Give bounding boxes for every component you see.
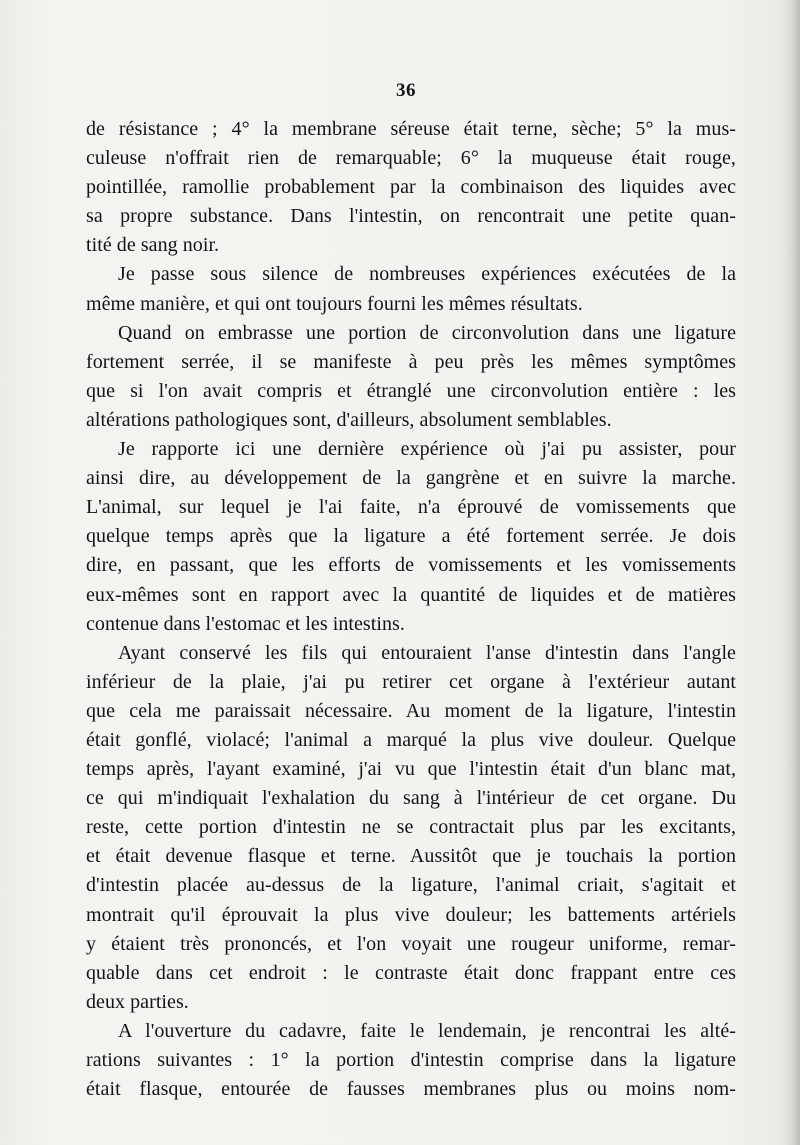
text-line: altérations pathologiques sont, d'ailleurs, absolument semblables. <box>86 408 612 431</box>
text-line: Je rapporte ici une dernière expérience où j'ai pu assister, pour <box>118 438 736 461</box>
text-line: Ayant conservé les fils qui entouraient l'anse d'intestin dans l'angle <box>118 641 736 664</box>
text-line: était gonflé, violacé; l'animal a marqué la plus vive douleur. Quelque <box>86 728 736 751</box>
text-line: sa propre substance. Dans l'intestin, on rencontrait une petite quan- <box>86 205 736 228</box>
text-line: montrait qu'il éprouvait la plus vive douleur; les battements artériels <box>86 903 736 926</box>
text-line: reste, cette portion d'intestin ne se contractait plus par les excitants, <box>86 816 736 839</box>
text-line: et était devenue flasque et terne. Aussitôt que je touchais la portion <box>86 845 736 868</box>
text-line: eux-mêmes sont en rapport avec la quantité de liquides et de matières <box>86 583 736 606</box>
text-line: était flasque, entourée de fausses membranes plus ou moins nom- <box>86 1078 736 1101</box>
text-line: L'animal, sur lequel je l'ai faite, n'a éprouvé de vomissements que <box>86 496 736 519</box>
text-line: ainsi dire, au développement de la gangrène et en suivre la marche. <box>86 467 736 490</box>
text-line: de résistance ; 4° la membrane séreuse était terne, sèche; 5° la mus- <box>86 118 736 140</box>
text-line: deux parties. <box>86 990 189 1013</box>
body-text <box>86 115 736 1104</box>
text-line: Je passe sous silence de nombreuses expériences exécutées de la <box>118 263 736 286</box>
text-line: ce qui m'indiquait l'exhalation du sang à l'intérieur de cet organe. Du <box>86 787 736 810</box>
text-line: quable dans cet endroit : le contraste était donc frappant entre ces <box>86 961 736 984</box>
text-line: quelque temps après que la ligature a été fortement serrée. Je dois <box>86 525 736 548</box>
text-line: y étaient très prononcés, et l'on voyait une rougeur uniforme, remar- <box>86 932 736 955</box>
page-number: 36 <box>396 80 416 101</box>
text-line: que cela me paraissait nécessaire. Au moment de la ligature, l'intestin <box>86 699 736 722</box>
text-line: d'intestin placée au-dessus de la ligature, l'animal criait, s'agitait et <box>86 874 736 897</box>
text-line: tité de sang noir. <box>86 234 220 257</box>
text-line: culeuse n'offrait rien de remarquable; 6° la muqueuse était rouge, <box>86 147 736 170</box>
text-line: fortement serrée, il se manifeste à peu près les mêmes symptômes <box>86 350 736 373</box>
text-line: A l'ouverture du cadavre, faite le lendemain, je rencontrai les alté- <box>118 1019 736 1042</box>
text-line: même manière, et qui ont toujours fourni les mêmes résultats. <box>86 292 583 315</box>
text-line: rations suivantes : 1° la portion d'intestin comprise dans la ligature <box>86 1049 736 1071</box>
text-line: que si l'on avait compris et étranglé une circonvolution entière : les <box>86 379 736 402</box>
text-line: dire, en passant, que les efforts de vomissements et les vomissements <box>86 554 736 577</box>
page-edge-shadow <box>782 0 800 1145</box>
text-line: temps après, l'ayant examiné, j'ai vu que l'intestin était d'un blanc mat, <box>86 758 736 781</box>
text-line: Quand on embrasse une portion de circonvolution dans une ligature <box>118 321 736 344</box>
text-line: pointillée, ramollie probablement par la combinaison des liquides avec <box>86 176 736 199</box>
text-line: inférieur de la plaie, j'ai pu retirer cet organe à l'extérieur autant <box>86 670 736 693</box>
text-line: contenue dans l'estomac et les intestins. <box>86 612 405 635</box>
